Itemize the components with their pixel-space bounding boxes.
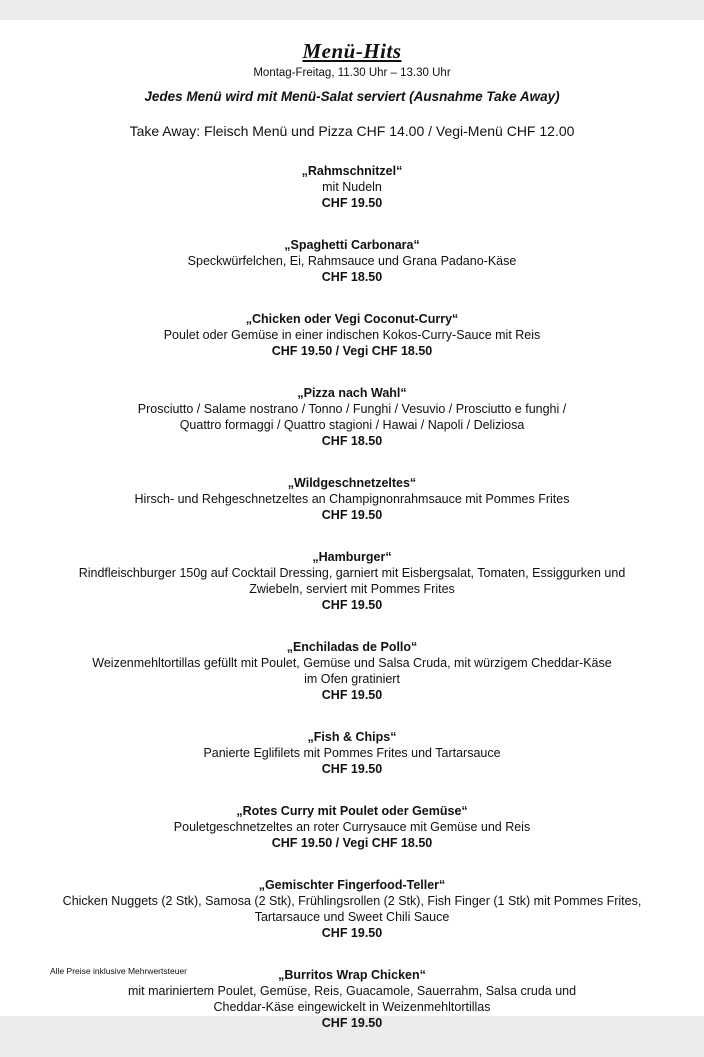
dish-name: „Hamburger“: [312, 550, 392, 564]
dish-name: „Spaghetti Carbonara“: [284, 238, 420, 252]
menu-item-enchiladas: [0, 639, 704, 703]
dish-name: „Gemischter Fingerfood-Teller“: [258, 878, 446, 892]
dish-name: „Rahmschnitzel“: [301, 164, 403, 178]
menu-item-coconut-curry: [0, 311, 704, 359]
dish-price: CHF 19.50: [321, 1016, 383, 1030]
dish-name: „Fish & Chips“: [307, 730, 397, 744]
dish-description: Chicken Nuggets (2 Stk), Samosa (2 Stk), Frühlingsrollen (2 Stk), Fish Finger (1 Stk) mit Pommes Frites, Tartarsauce und Sweet Chili Sauce: [62, 894, 642, 924]
menu-item-wildgeschnetzeltes: [0, 475, 704, 523]
dish-name: „Pizza nach Wahl“: [297, 386, 407, 400]
dish-name: „Wildgeschnetzeltes“: [287, 476, 417, 490]
vat-footnote: Alle Preise inklusive Mehrwertsteuer: [50, 966, 187, 976]
dish-price: CHF 19.50 / Vegi CHF 18.50: [271, 344, 433, 358]
dish-description: Weizenmehltortillas gefüllt mit Poulet, Gemüse und Salsa Cruda, mit würzigem Cheddar-Käse im Ofen gratiniert: [92, 656, 612, 686]
menu-item-fish-chips: [0, 729, 704, 777]
menu-item-hamburger: [0, 549, 704, 613]
page-title: Menü-Hits: [302, 39, 402, 63]
takeaway-prices: Take Away: Fleisch Menü und Pizza CHF 14.00 / Vegi-Menü CHF 12.00: [129, 123, 575, 139]
dish-price: CHF 18.50: [321, 434, 383, 448]
dish-description: Panierte Eglifilets mit Pommes Frites und Tartarsauce: [203, 746, 501, 760]
dish-description: Hirsch- und Rehgeschnetzeltes an Champignonrahmsauce mit Pommes Frites: [134, 492, 570, 506]
dish-price: CHF 19.50: [321, 762, 383, 776]
dish-name: „Burritos Wrap Chicken“: [278, 968, 426, 982]
salad-note: Jedes Menü wird mit Menü-Salat serviert (Ausnahme Take Away): [144, 89, 560, 104]
dish-name: „Enchiladas de Pollo“: [286, 640, 418, 654]
dish-price: CHF 19.50: [321, 926, 383, 940]
menu-item-spaghetti-carbonara: [0, 237, 704, 285]
dish-description: Poulet oder Gemüse in einer indischen Kokos-Curry-Sauce mit Reis: [163, 328, 541, 342]
dish-price: CHF 19.50: [321, 196, 383, 210]
dish-price: CHF 19.50 / Vegi CHF 18.50: [271, 836, 433, 850]
dish-price: CHF 19.50: [321, 508, 383, 522]
dish-description: Prosciutto / Salame nostrano / Tonno / Funghi / Vesuvio / Prosciutto e funghi / Quattro formaggi / Quattro stagioni / Hawai / Napoli / Deliziosa: [137, 402, 567, 432]
dish-price: CHF 19.50: [321, 598, 383, 612]
menu-page: [0, 20, 704, 1030]
opening-hours: Montag-Freitag, 11.30 Uhr – 13.30 Uhr: [253, 67, 451, 79]
menu-item-rahmschnitzel: [0, 163, 704, 211]
menu-item-fingerfood: [0, 877, 704, 941]
dish-price: CHF 19.50: [321, 688, 383, 702]
dish-name: „Rotes Curry mit Poulet oder Gemüse“: [236, 804, 468, 818]
menu-item-pizza: [0, 385, 704, 449]
dish-description: Rindfleischburger 150g auf Cocktail Dressing, garniert mit Eisbergsalat, Tomaten, Essiggurken und Zwiebeln, serviert mit Pommes Frites: [78, 566, 626, 596]
dish-description: Speckwürfelchen, Ei, Rahmsauce und Grana Padano-Käse: [187, 254, 517, 268]
dish-description: mit mariniertem Poulet, Gemüse, Reis, Guacamole, Sauerrahm, Salsa cruda und Cheddar-Käse eingewickelt in Weizenmehltortillas: [127, 984, 577, 1014]
dish-description: mit Nudeln: [322, 180, 382, 194]
dish-price: CHF 18.50: [321, 270, 383, 284]
dish-name: „Chicken oder Vegi Coconut-Curry“: [245, 312, 459, 326]
menu-list: [0, 163, 704, 1057]
menu-item-burritos: [0, 967, 704, 1031]
menu-item-rotes-curry: [0, 803, 704, 851]
dish-description: Pouletgeschnetzeltes an roter Currysauce mit Gemüse und Reis: [173, 820, 531, 834]
